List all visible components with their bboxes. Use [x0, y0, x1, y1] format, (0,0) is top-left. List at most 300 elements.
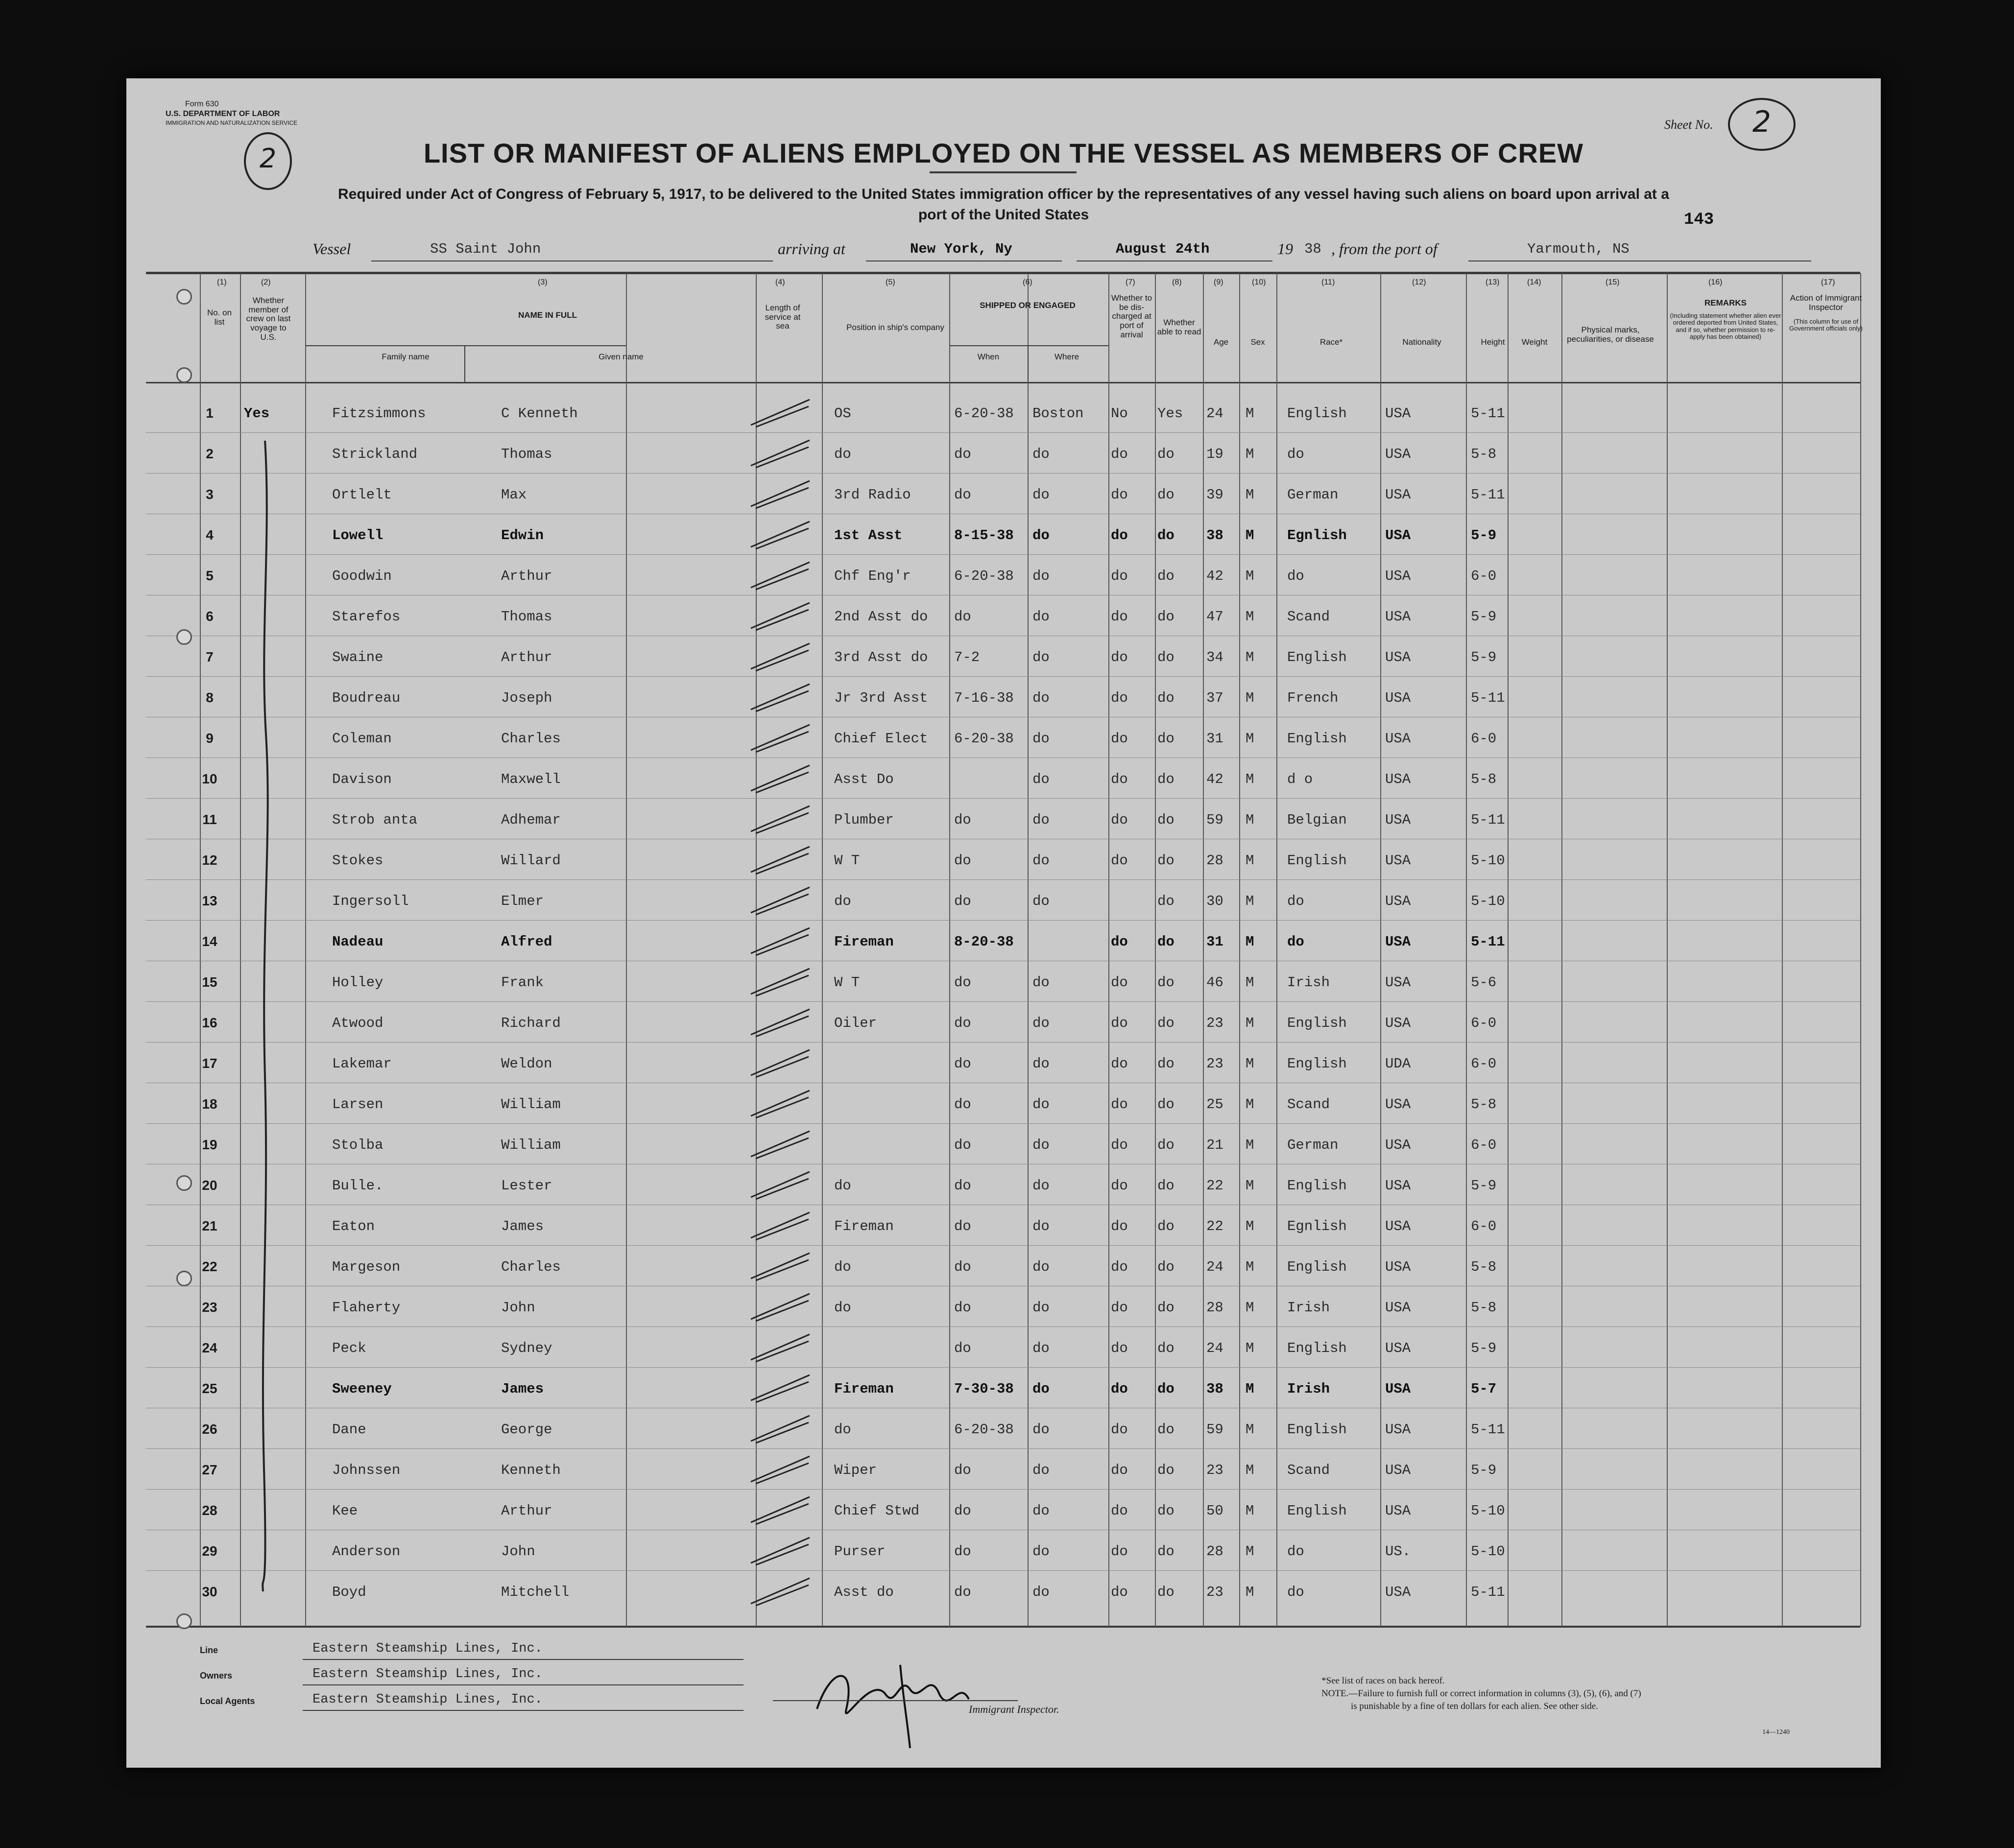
shipped-where: do	[1032, 568, 1050, 584]
nationality: USA	[1385, 853, 1411, 869]
position: Fireman	[834, 1381, 894, 1397]
race: do	[1287, 1584, 1304, 1600]
col17-number: (17)	[1821, 278, 1835, 286]
ditto-mark-line	[251, 441, 281, 1596]
able-to-read: do	[1157, 487, 1175, 503]
col7-number: (7)	[1126, 278, 1135, 286]
height: 5-11	[1471, 1422, 1505, 1438]
shipped-when: 8-20-38	[954, 934, 1014, 950]
shipped-where: do	[1032, 649, 1050, 665]
row-number: 27	[202, 1462, 217, 1477]
service-tick-mark	[746, 1248, 815, 1282]
row-number: 20	[202, 1178, 217, 1193]
age: 28	[1206, 1543, 1223, 1560]
race: English	[1287, 1340, 1347, 1356]
circled-mark-text: 2	[259, 143, 277, 174]
shipped-when: 6-20-38	[954, 568, 1014, 584]
discharged: do	[1111, 1137, 1128, 1153]
shipped-when: 6-20-38	[954, 731, 1014, 747]
sex: M	[1246, 1259, 1254, 1275]
race: Belgian	[1287, 812, 1347, 828]
shipped-where: do	[1032, 1381, 1050, 1397]
race: do	[1287, 568, 1304, 584]
punch-hole	[176, 1271, 192, 1286]
able-to-read: do	[1157, 1381, 1175, 1397]
height: 5-11	[1471, 812, 1505, 828]
given-name: William	[501, 1096, 561, 1113]
sex: M	[1246, 893, 1254, 909]
nationality: US.	[1385, 1543, 1411, 1560]
shipped-where: do	[1032, 1096, 1050, 1113]
race: do	[1287, 1543, 1304, 1560]
service-tick-mark	[746, 1208, 815, 1242]
col13-number: (13)	[1486, 278, 1500, 286]
given-name: Richard	[501, 1015, 561, 1031]
race: Scand	[1287, 1462, 1330, 1478]
discharged: do	[1111, 1218, 1128, 1234]
shipped-when: do	[954, 1015, 971, 1031]
able-to-read: do	[1157, 771, 1175, 787]
row-number: 9	[206, 731, 214, 746]
able-to-read: do	[1157, 1056, 1175, 1072]
nationality: USA	[1385, 1015, 1411, 1031]
column-rule	[1782, 273, 1783, 1627]
given-name: Sydney	[501, 1340, 552, 1356]
sex: M	[1246, 690, 1254, 706]
row-number: 21	[202, 1218, 217, 1233]
row-rule	[146, 879, 1860, 880]
shipped-where: do	[1032, 1300, 1050, 1316]
able-to-read: do	[1157, 1137, 1175, 1153]
able-to-read: do	[1157, 1178, 1175, 1194]
sex: M	[1246, 487, 1254, 503]
row-rule	[146, 1001, 1860, 1002]
shipped-where: do	[1032, 1015, 1050, 1031]
column-rule	[1108, 273, 1109, 1627]
family-name: Boudreau	[332, 690, 401, 706]
age: 31	[1206, 934, 1223, 950]
agents-value: Eastern Steamship Lines, Inc.	[312, 1692, 543, 1707]
shipped-when: 8-15-38	[954, 527, 1014, 544]
shipped-where: do	[1032, 446, 1050, 462]
nationality: USA	[1385, 1381, 1411, 1397]
able-to-read: do	[1157, 934, 1175, 950]
family-name: Sweeney	[332, 1381, 392, 1397]
family-name: Stokes	[332, 853, 384, 869]
height: 6-0	[1471, 1218, 1497, 1234]
nationality: USA	[1385, 568, 1411, 584]
age: 37	[1206, 690, 1223, 706]
age: 59	[1206, 1422, 1223, 1438]
arriving-at: New York, Ny	[910, 241, 1012, 257]
column-rule	[1155, 273, 1156, 1627]
shipped-when: do	[954, 1137, 971, 1153]
age: 24	[1206, 1340, 1223, 1356]
header-subrule	[464, 345, 465, 382]
able-to-read: do	[1157, 568, 1175, 584]
given-name: Willard	[501, 853, 561, 869]
col15-header: Physical marks, peculiarities, or disease	[1567, 325, 1654, 344]
row-number: 29	[202, 1543, 217, 1559]
row-number: 12	[202, 853, 217, 868]
shipped-when: do	[954, 1462, 971, 1478]
discharged: do	[1111, 609, 1128, 625]
given-name: Frank	[501, 974, 544, 991]
able-to-read: do	[1157, 812, 1175, 828]
form-number: Form 630	[185, 100, 219, 108]
row-number: 1	[206, 405, 214, 421]
row-rule	[146, 473, 1860, 474]
position: do	[834, 893, 851, 909]
position: Chief Stwd	[834, 1503, 920, 1519]
year-prefix: 19	[1277, 240, 1293, 258]
service-line: IMMIGRATION AND NATURALIZATION SERVICE	[166, 119, 298, 126]
discharged: do	[1111, 1056, 1128, 1072]
race: Irish	[1287, 974, 1330, 991]
crew-last-voyage: Yes	[244, 405, 270, 422]
row-rule	[146, 1367, 1860, 1368]
row-rule	[146, 1123, 1860, 1124]
col13-header: Height	[1481, 337, 1505, 347]
age: 19	[1206, 446, 1223, 462]
col2-header: Whether member of crew on last voyage to U.S.	[246, 296, 291, 342]
position: do	[834, 1259, 851, 1275]
row-number: 11	[202, 812, 217, 827]
age: 38	[1206, 527, 1223, 544]
age: 42	[1206, 568, 1223, 584]
subtitle-line1: Required under Act of Congress of February 5, 1917, to be delivered to the United States immigration officer by the representatives of any vessel having such aliens on board upon arrival at a	[338, 186, 1669, 202]
sex: M	[1246, 1218, 1254, 1234]
col11-number: (11)	[1321, 278, 1335, 286]
age: 24	[1206, 405, 1223, 422]
service-tick-mark	[746, 1289, 815, 1323]
discharged: do	[1111, 1340, 1128, 1356]
given-name: Charles	[501, 1259, 561, 1275]
age: 28	[1206, 853, 1223, 869]
position: Fireman	[834, 1218, 894, 1234]
position: Jr 3rd Asst	[834, 690, 928, 706]
penalty-note-cont: is punishable by a fine of ten dollars for each alien. See other side.	[1351, 1701, 1598, 1711]
given-name: John	[501, 1543, 535, 1560]
service-tick-mark	[746, 923, 815, 957]
shipped-where: do	[1032, 1422, 1050, 1438]
age: 46	[1206, 974, 1223, 991]
race: English	[1287, 405, 1347, 422]
given-name: John	[501, 1300, 535, 1316]
shipped-when: do	[954, 1543, 971, 1560]
height: 6-0	[1471, 731, 1497, 747]
position: 3rd Radio	[834, 487, 911, 503]
sex: M	[1246, 649, 1254, 665]
height: 5-10	[1471, 853, 1505, 869]
sex: M	[1246, 1584, 1254, 1600]
row-number: 5	[206, 568, 214, 583]
family-name: Kee	[332, 1503, 358, 1519]
row-rule	[146, 1570, 1860, 1571]
given-name: Arthur	[501, 568, 552, 584]
able-to-read: do	[1157, 1340, 1175, 1356]
col16-number: (16)	[1708, 278, 1723, 286]
col12-number: (12)	[1412, 278, 1426, 286]
col2-number: (2)	[261, 278, 271, 286]
sex: M	[1246, 1462, 1254, 1478]
age: 22	[1206, 1218, 1223, 1234]
age: 24	[1206, 1259, 1223, 1275]
sheet-label: Sheet No.	[1664, 118, 1713, 132]
position: Oiler	[834, 1015, 877, 1031]
able-to-read: do	[1157, 609, 1175, 625]
nationality: USA	[1385, 609, 1411, 625]
col4-header: Length of service at sea	[765, 303, 801, 331]
family-name: Coleman	[332, 731, 392, 747]
shipped-where: do	[1032, 527, 1050, 544]
discharged: do	[1111, 487, 1128, 503]
able-to-read: do	[1157, 1300, 1175, 1316]
given-name: William	[501, 1137, 561, 1153]
given-name: Arthur	[501, 1503, 552, 1519]
height: 5-7	[1471, 1381, 1497, 1397]
shipped-when: do	[954, 893, 971, 909]
races-note: *See list of races on back hereof.	[1321, 1676, 1445, 1686]
row-number: 4	[206, 527, 214, 543]
shipped-when: 6-20-38	[954, 405, 1014, 422]
sex: M	[1246, 1015, 1254, 1031]
header-subrule	[949, 345, 1108, 346]
shipped-when: do	[954, 1218, 971, 1234]
family-name: Eaton	[332, 1218, 375, 1234]
row-rule	[146, 554, 1860, 555]
col16-subheader: (Including statement whether alien ever ordered deported from United States, and if so, whether permission to re-apply has been obtained)	[1670, 312, 1781, 340]
from-port: Yarmouth, NS	[1527, 241, 1630, 257]
sex: M	[1246, 1300, 1254, 1316]
race: English	[1287, 1015, 1347, 1031]
shipped-where: Boston	[1032, 405, 1084, 422]
given-name: Alfred	[501, 934, 552, 950]
col4-number: (4)	[775, 278, 785, 286]
able-to-read: do	[1157, 1462, 1175, 1478]
vessel-name: SS Saint John	[430, 241, 541, 257]
sex: M	[1246, 568, 1254, 584]
able-to-read: do	[1157, 1096, 1175, 1113]
header-subrule	[305, 345, 626, 346]
age: 23	[1206, 1584, 1223, 1600]
discharged: do	[1111, 1381, 1128, 1397]
punch-hole	[176, 289, 192, 305]
service-tick-mark	[746, 517, 815, 551]
discharged: do	[1111, 1259, 1128, 1275]
sex: M	[1246, 1381, 1254, 1397]
height: 5-10	[1471, 1543, 1505, 1560]
column-rule	[822, 273, 823, 1627]
able-to-read: do	[1157, 1584, 1175, 1600]
table-top-rule	[146, 272, 1860, 274]
nationality: USA	[1385, 1218, 1411, 1234]
column-rule	[1203, 273, 1204, 1627]
race: English	[1287, 853, 1347, 869]
column-rule	[626, 273, 627, 1627]
position: do	[834, 446, 851, 462]
able-to-read: do	[1157, 1543, 1175, 1560]
row-number: 25	[202, 1381, 217, 1396]
nationality: USA	[1385, 771, 1411, 787]
race: English	[1287, 1259, 1347, 1275]
shipped-when: do	[954, 1178, 971, 1194]
row-number: 14	[202, 934, 217, 949]
shipped-when: do	[954, 974, 971, 991]
race: English	[1287, 1056, 1347, 1072]
given-name: Maxwell	[501, 771, 561, 787]
column-rule	[240, 273, 241, 1627]
height: 6-0	[1471, 568, 1497, 584]
height: 5-11	[1471, 487, 1505, 503]
service-tick-mark	[746, 801, 815, 835]
row-number: 13	[202, 893, 217, 908]
col16-header: REMARKS	[1704, 298, 1747, 308]
race: English	[1287, 1503, 1347, 1519]
given-name: Elmer	[501, 893, 544, 909]
family-name: Margeson	[332, 1259, 401, 1275]
able-to-read: do	[1157, 527, 1175, 544]
col7-header: Whether to be dis-charged at port of arrival	[1111, 293, 1152, 339]
row-rule	[146, 676, 1860, 677]
col6b-header: Where	[1054, 352, 1079, 361]
sex: M	[1246, 446, 1254, 462]
arrival-date: August 24th	[1116, 241, 1210, 257]
position: W T	[834, 853, 860, 869]
punch-hole	[176, 629, 192, 645]
race: German	[1287, 487, 1339, 503]
from-port-label: , from the port of	[1331, 240, 1438, 258]
family-name: Swaine	[332, 649, 384, 665]
nationality: USA	[1385, 405, 1411, 422]
service-tick-mark	[746, 1492, 815, 1526]
race: English	[1287, 1422, 1347, 1438]
discharged: No	[1111, 405, 1128, 422]
nationality: USA	[1385, 1462, 1411, 1478]
year-suffix: 38	[1304, 241, 1321, 257]
shipped-when: do	[954, 1096, 971, 1113]
shipped-when: do	[954, 1503, 971, 1519]
family-name: Starefos	[332, 609, 401, 625]
given-name: Mitchell	[501, 1584, 570, 1600]
shipped-where: do	[1032, 690, 1050, 706]
age: 21	[1206, 1137, 1223, 1153]
discharged: do	[1111, 853, 1128, 869]
col15-number: (15)	[1606, 278, 1620, 286]
col5-header: Position in ship's company	[846, 323, 944, 332]
col8-header: Whether able to read	[1157, 318, 1201, 336]
punch-hole	[176, 1613, 192, 1629]
col9-number: (9)	[1214, 278, 1223, 286]
inspector-underline	[773, 1700, 1018, 1701]
shipped-where: do	[1032, 1503, 1050, 1519]
nationality: USA	[1385, 649, 1411, 665]
height: 5-8	[1471, 1096, 1497, 1113]
age: 47	[1206, 609, 1223, 625]
nationality: USA	[1385, 1503, 1411, 1519]
column-rule	[1380, 273, 1381, 1627]
row-rule	[146, 920, 1860, 921]
service-tick-mark	[746, 1411, 815, 1445]
line-value: Eastern Steamship Lines, Inc.	[312, 1641, 543, 1656]
shipped-where: do	[1032, 812, 1050, 828]
height: 5-11	[1471, 1584, 1505, 1600]
service-tick-mark	[746, 882, 815, 917]
penalty-note: NOTE.—Failure to furnish full or correct information in columns (3), (5), (6), and (7)	[1321, 1688, 1641, 1699]
col3-number: (3)	[538, 278, 548, 286]
discharged: do	[1111, 731, 1128, 747]
family-name: Stolba	[332, 1137, 384, 1153]
height: 5-9	[1471, 1462, 1497, 1478]
height: 5-9	[1471, 1178, 1497, 1194]
family-name: Peck	[332, 1340, 366, 1356]
age: 59	[1206, 812, 1223, 828]
service-tick-mark	[746, 1533, 815, 1567]
position: Asst Do	[834, 771, 894, 787]
col12-header: Nationality	[1402, 337, 1441, 347]
row-rule	[146, 1489, 1860, 1490]
given-name: Charles	[501, 731, 561, 747]
nationality: USA	[1385, 731, 1411, 747]
col3-header: NAME IN FULL	[518, 310, 577, 320]
height: 5-11	[1471, 690, 1505, 706]
row-rule	[146, 1448, 1860, 1449]
service-tick-mark	[746, 1573, 815, 1608]
shipped-when: do	[954, 1259, 971, 1275]
manifest-paper	[126, 78, 1881, 1768]
family-name: Ortlelt	[332, 487, 392, 503]
race: Scand	[1287, 609, 1330, 625]
shipped-when: do	[954, 1584, 971, 1600]
family-name: Johnssen	[332, 1462, 401, 1478]
service-tick-mark	[746, 1086, 815, 1120]
page-title: LIST OR MANIFEST OF ALIENS EMPLOYED ON THE VESSEL AS MEMBERS OF CREW	[423, 138, 1584, 168]
row-number: 28	[202, 1503, 217, 1518]
column-rule	[1860, 273, 1861, 1627]
department-line: U.S. DEPARTMENT OF LABOR	[166, 110, 280, 118]
service-tick-mark	[746, 964, 815, 998]
sex: M	[1246, 853, 1254, 869]
inspector-signature	[802, 1645, 1018, 1758]
race: d o	[1287, 771, 1313, 787]
subtitle-line2: port of the United States	[918, 207, 1089, 223]
position: 1st Asst	[834, 527, 903, 544]
row-rule	[146, 798, 1860, 799]
col1-header: No. on list	[207, 308, 232, 327]
stamp-number: 143	[1684, 211, 1714, 229]
col3a-header: Family name	[382, 352, 430, 361]
height: 5-10	[1471, 893, 1505, 909]
race: Irish	[1287, 1300, 1330, 1316]
column-rule	[305, 273, 306, 1627]
family-name: Larsen	[332, 1096, 384, 1113]
row-number: 18	[202, 1096, 217, 1112]
nationality: UDA	[1385, 1056, 1411, 1072]
able-to-read: do	[1157, 893, 1175, 909]
nationality: USA	[1385, 1300, 1411, 1316]
position: Chief Elect	[834, 731, 928, 747]
discharged: do	[1111, 1543, 1128, 1560]
shipped-where: do	[1032, 1259, 1050, 1275]
sex: M	[1246, 974, 1254, 991]
col8-number: (8)	[1172, 278, 1182, 286]
position: do	[834, 1422, 851, 1438]
shipped-where: do	[1032, 1056, 1050, 1072]
shipped-when: do	[954, 609, 971, 625]
discharged: do	[1111, 771, 1128, 787]
punch-hole	[176, 1175, 192, 1191]
position: Plumber	[834, 812, 894, 828]
